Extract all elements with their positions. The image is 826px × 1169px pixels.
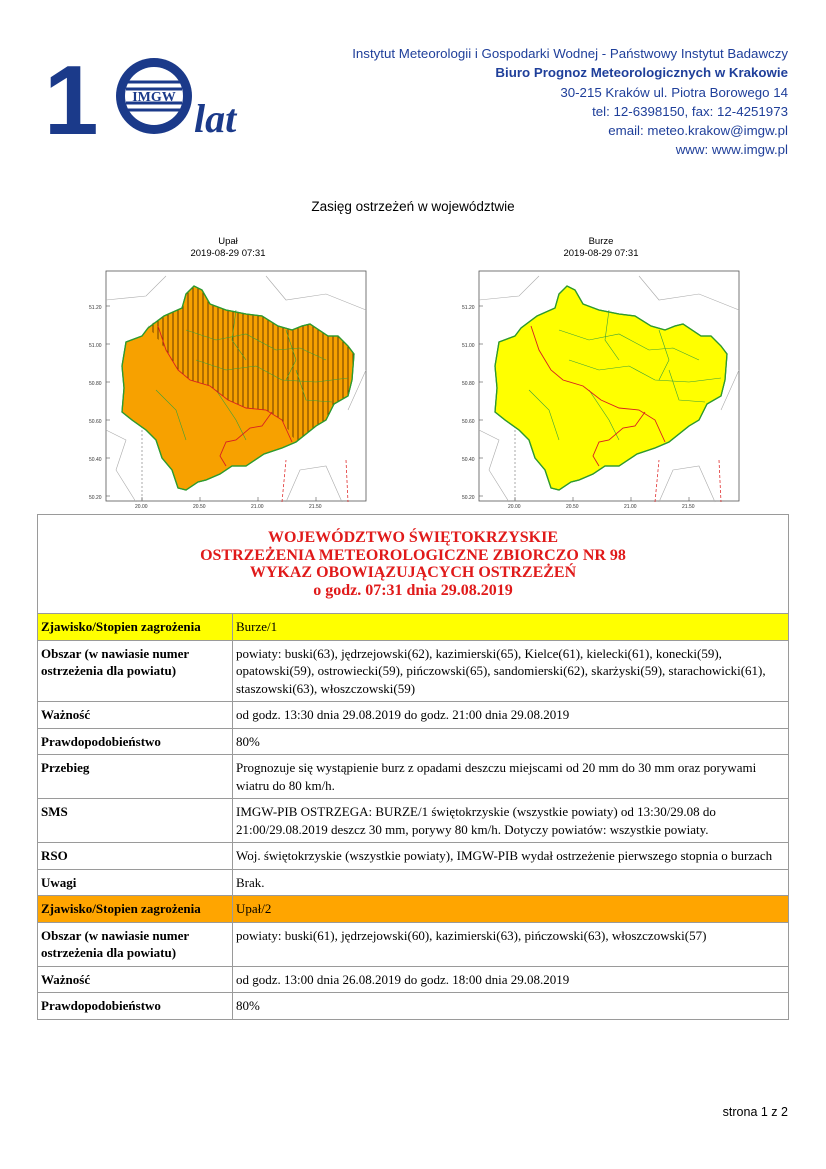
x-tick-label: 21.50 — [682, 504, 695, 510]
table-row — [38, 728, 789, 755]
y-tick-label: 50.60 — [89, 419, 102, 425]
office-name: Biuro Prognoz Meteorologicznych w Krakowie — [495, 65, 788, 81]
x-tick-label: 20.00 — [508, 504, 521, 510]
map-date: 2019-08-29 07:31 — [190, 247, 266, 259]
page-number: strona 1 z 2 — [722, 1105, 788, 1119]
x-tick-label: 20.50 — [193, 504, 206, 510]
heading-time: o godz. 07:31 dnia 29.08.2019 — [313, 581, 513, 599]
row-label: Przebieg — [38, 755, 233, 799]
institute-header — [352, 44, 788, 160]
y-tick-label: 50.20 — [462, 495, 475, 501]
course-value: Prognozuje się wystąpienie burz z opadami deszczu miejscami od 20 mm do 30 mm oraz porywami wiatru do 80 km/h. — [233, 755, 789, 799]
x-tick-label: 21.00 — [251, 504, 264, 510]
notes-value: Brak. — [233, 869, 789, 896]
map-title: Burze — [588, 236, 614, 247]
row-label: Zjawisko/Stopien zagrożenia — [38, 614, 233, 641]
y-tick-label: 50.80 — [89, 381, 102, 387]
table-row — [38, 843, 789, 870]
phenomenon-value: Upał/2 — [233, 896, 789, 923]
table-row — [38, 896, 789, 923]
section-title: Zasięg ostrzeżeń w województwie — [311, 199, 515, 214]
heading-voivodeship: WOJEWÓDZTWO ŚWIĘTOKRZYSKIE — [268, 529, 558, 546]
imgw-100-lat-logo — [44, 52, 254, 142]
logo-emblem-text: IMGW — [132, 90, 176, 105]
svg-text:1: 1 — [44, 52, 91, 142]
table-row — [38, 755, 789, 799]
row-label: Prawdopodobieństwo — [38, 993, 233, 1020]
validity-value: od godz. 13:30 dnia 29.08.2019 do godz. 21:00 dnia 29.08.2019 — [233, 702, 789, 729]
institute-name: Instytut Meteorologii i Gospodarki Wodnej - Państwowy Instytut Badawczy — [352, 46, 788, 61]
map-burze-image — [459, 270, 744, 510]
warnings-table — [37, 514, 789, 1020]
table-row — [38, 614, 789, 641]
table-row — [38, 640, 789, 702]
heading-list: WYKAZ OBOWIĄZUJĄCYCH OSTRZEŻEŃ — [249, 564, 577, 581]
probability-value: 80% — [233, 728, 789, 755]
y-tick-label: 51.20 — [462, 305, 475, 311]
y-tick-label: 51.20 — [89, 305, 102, 311]
area-value: powiaty: buski(61), jędrzejowski(60), kazimierski(63), pińczowski(63), włoszczowski(57) — [233, 922, 789, 966]
x-tick-label: 20.50 — [566, 504, 579, 510]
phenomenon-value: Burze/1 — [233, 614, 789, 641]
table-row — [38, 922, 789, 966]
table-heading — [38, 515, 789, 614]
area-value: powiaty: buski(63), jędrzejowski(62), kazimierski(65), Kielce(61), kielecki(61), konecki(59), opatowski(59), ostrowiecki(59), pińczowski(65), sandomierski(62), skarżyski(59), starachowicki(61), staszowski(63), włoszczowski(59) — [233, 640, 789, 702]
x-tick-label: 21.00 — [624, 504, 637, 510]
row-label: Uwagi — [38, 869, 233, 896]
sms-value: IMGW-PIB OSTRZEGA: BURZE/1 świętokrzyskie (wszystkie powiaty) od 13:30/29.08 do 21:00/29.08.2019 deszcz 30 mm, porywy 80 km/h. Dotyczy powiatów: wszystkie powiaty. — [233, 799, 789, 843]
y-tick-label: 50.80 — [462, 381, 475, 387]
heading-bulletin: OSTRZEŻENIA METEOROLOGICZNE ZBIORCZO NR 98 — [200, 546, 626, 564]
logo-lat-text: lat — [194, 96, 237, 141]
y-tick-label: 50.20 — [89, 495, 102, 501]
address: 30-215 Kraków ul. Piotra Borowego 14 — [560, 84, 788, 100]
row-label: Zjawisko/Stopien zagrożenia — [38, 896, 233, 923]
y-tick-label: 50.40 — [89, 457, 102, 463]
y-tick-label: 51.00 — [89, 343, 102, 349]
probability-value: 80% — [233, 993, 789, 1020]
y-tick-label: 50.60 — [462, 419, 475, 425]
table-row — [38, 993, 789, 1020]
validity-value: od godz. 13:00 dnia 26.08.2019 do godz. 18:00 dnia 29.08.2019 — [233, 966, 789, 993]
map-upal-image — [86, 270, 371, 510]
x-tick-label: 20.00 — [135, 504, 148, 510]
row-label: Obszar (w nawiasie numer ostrzeżenia dla powiatu) — [38, 922, 233, 966]
table-row — [38, 799, 789, 843]
table-row — [38, 966, 789, 993]
x-tick-label: 21.50 — [309, 504, 322, 510]
phone-fax: tel: 12-6398150, fax: 12-4251973 — [592, 103, 788, 119]
table-row — [38, 869, 789, 896]
row-label: Ważność — [38, 966, 233, 993]
y-tick-label: 50.40 — [462, 457, 475, 463]
map-date: 2019-08-29 07:31 — [563, 247, 639, 259]
row-label: SMS — [38, 799, 233, 843]
row-label: Prawdopodobieństwo — [38, 728, 233, 755]
table-row — [38, 702, 789, 729]
y-tick-label: 51.00 — [462, 343, 475, 349]
email-link[interactable]: email: meteo.krakow@imgw.pl — [608, 123, 788, 139]
row-label: Ważność — [38, 702, 233, 729]
map-burze — [461, 236, 741, 259]
row-label: Obszar (w nawiasie numer ostrzeżenia dla powiatu) — [38, 640, 233, 702]
map-upal — [88, 236, 368, 259]
rso-value: Woj. świętokrzyskie (wszystkie powiaty), IMGW-PIB wydał ostrzeżenie pierwszego stopnia o burzach — [233, 843, 789, 870]
www-link[interactable]: www: www.imgw.pl — [675, 142, 788, 158]
map-title: Upał — [218, 236, 238, 247]
row-label: RSO — [38, 843, 233, 870]
